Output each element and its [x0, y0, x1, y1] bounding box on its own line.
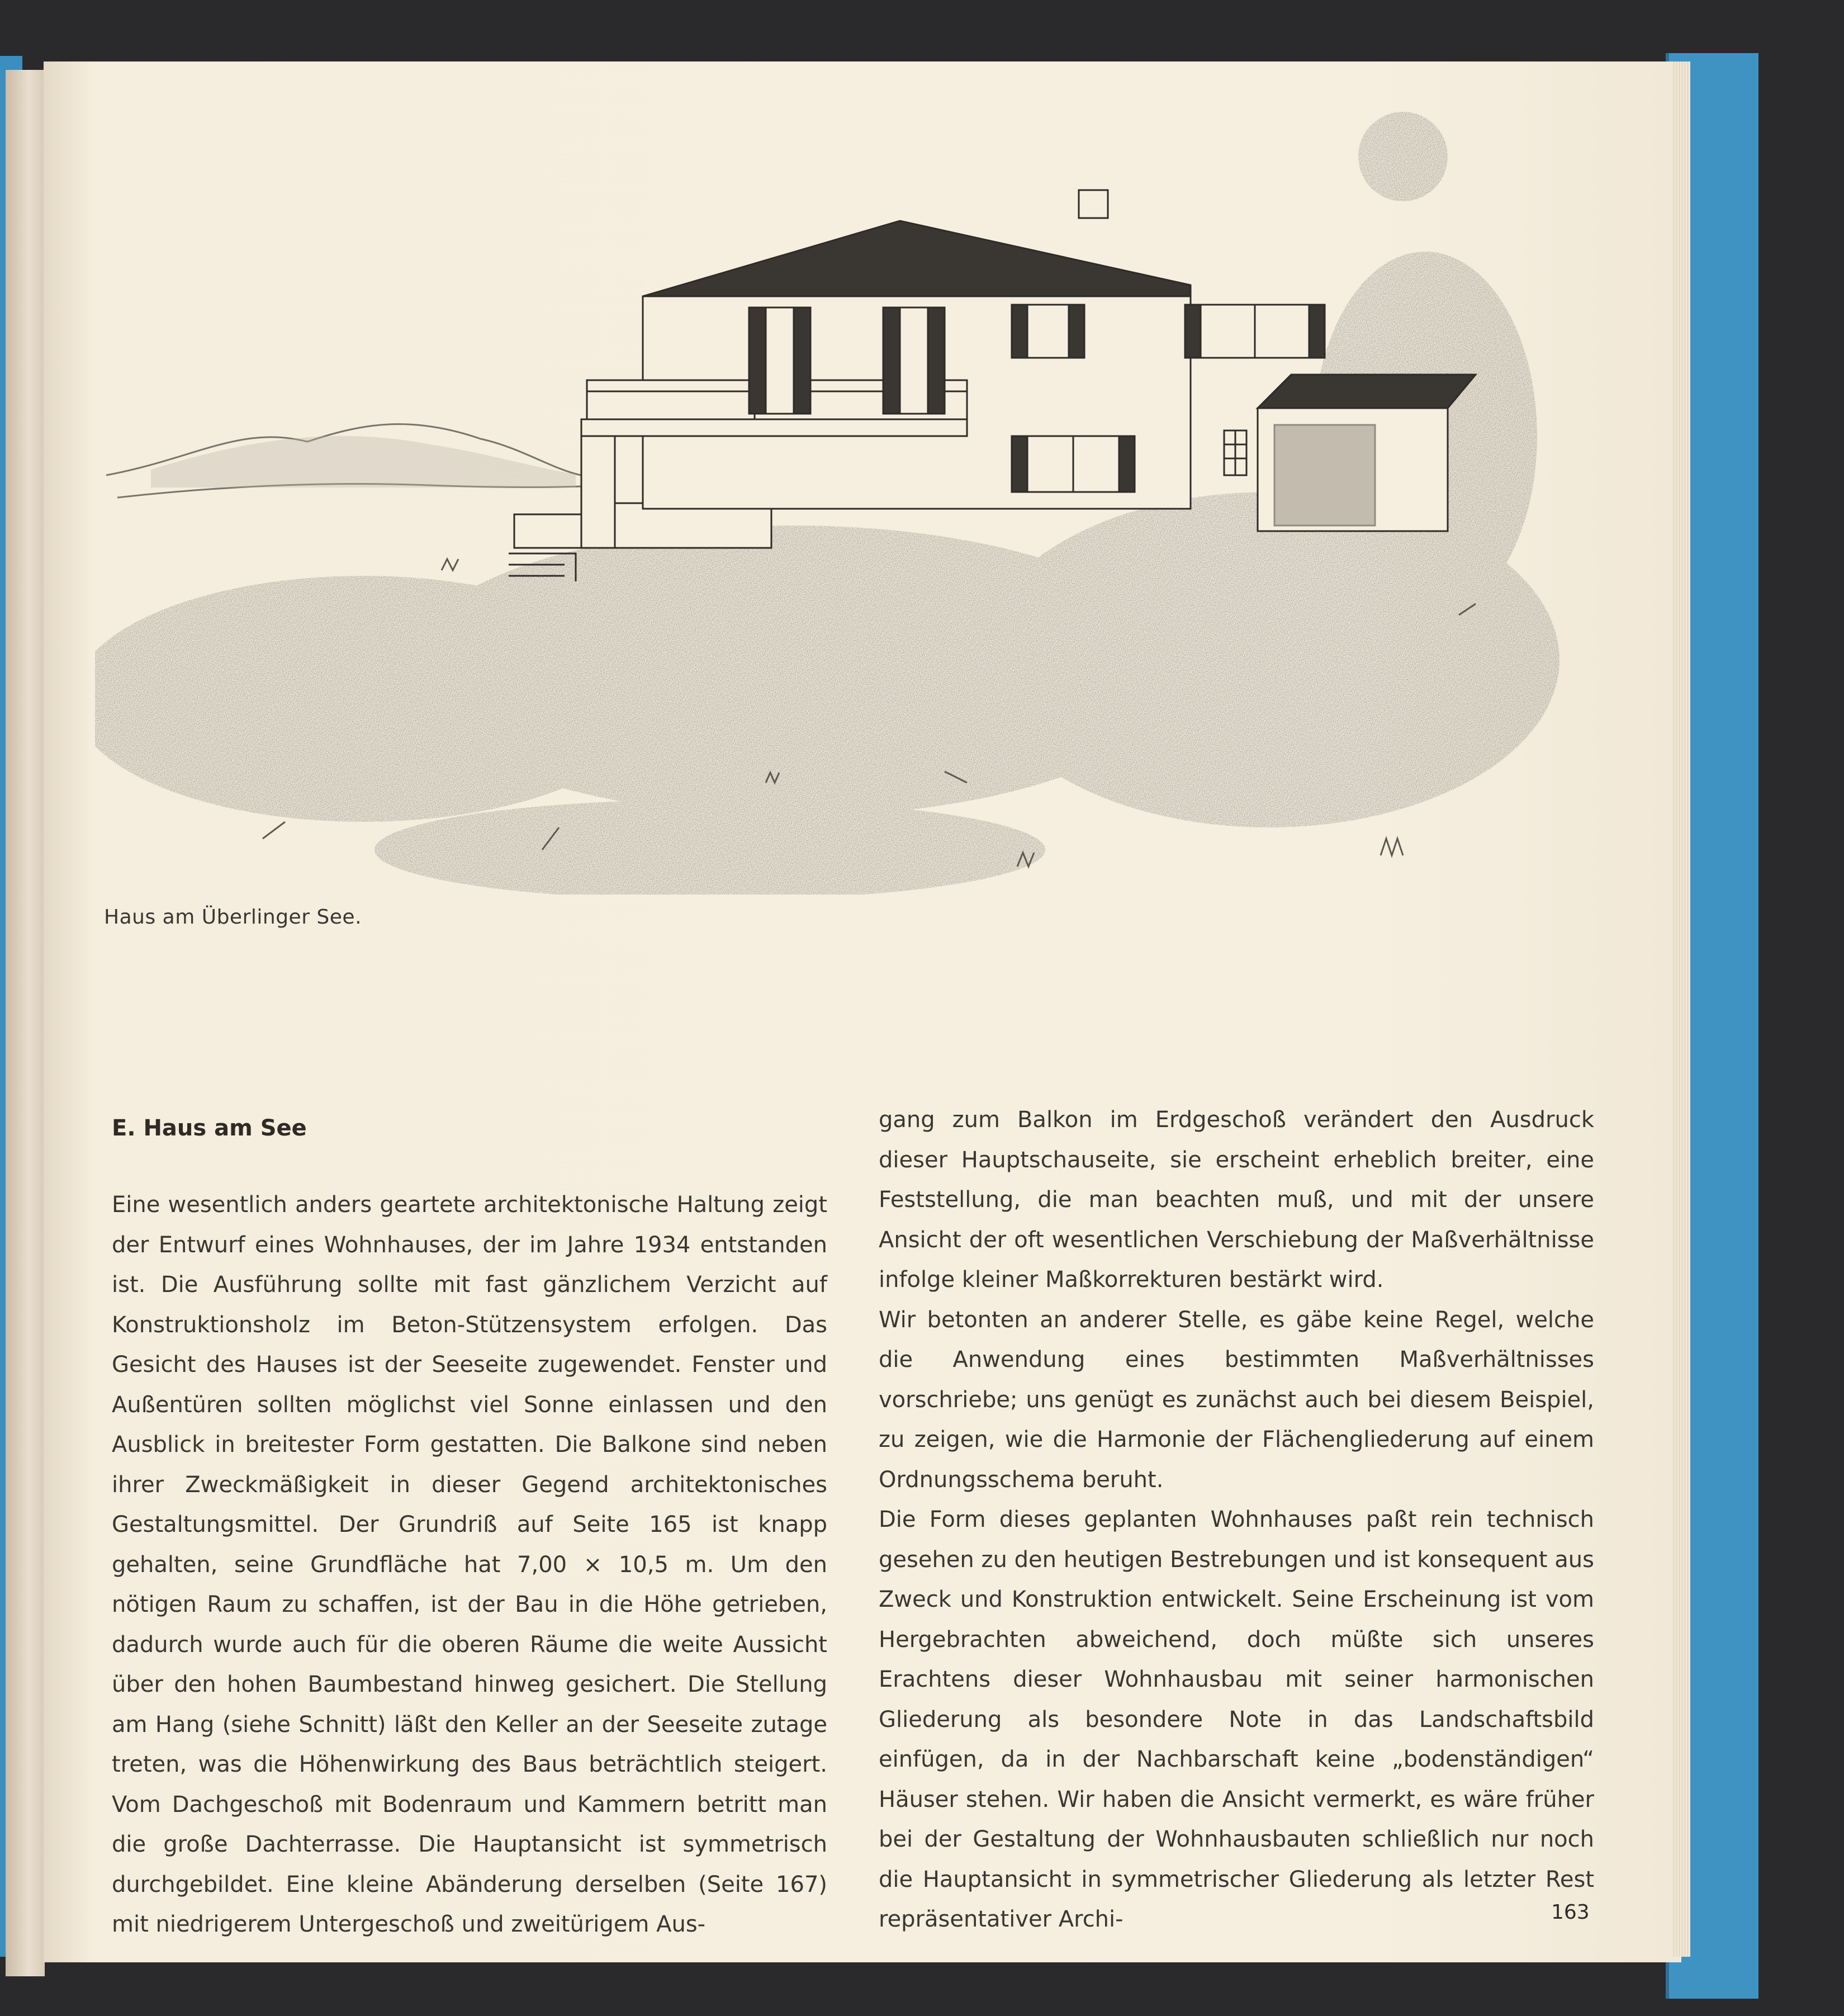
house-illustration	[95, 112, 1593, 895]
left-page-edge	[6, 70, 45, 1976]
paragraph: Wir betonten an anderer Stelle, es gäbe keine Regel, welche die Anwendung eines bestimmten Maßverhältnisses vorschriebe; uns genügt es zunächst auch bei diesem Beispiel, zu zeigen, wie die Harmonie der Flächengliederung auf einem Ordnungsschema beruht.	[879, 1307, 1594, 1493]
house	[509, 190, 1476, 581]
paragraph: Die Form dieses geplanten Wohnhauses paßt rein technisch gesehen zu den heutigen Bestrebungen und ist konsequent aus Zweck und Konstruktion entwickelt. Seine Erscheinung ist vom Hergebrachten abweichend, doch müßte sich unseres Erachtens dieser Wohnhausbau mit seiner harmonischen Gliederung als besondere Note in das Landschaftsbild einfügen, da in der Nachbarschaft keine „bodenständigen“ Häuser stehen. Wir haben die Ansicht vermerkt, es wäre früher bei der Gestaltung der Wohnhausbauten schließlich nur noch die Hauptansicht in symmetrischer Gliederung als letzter Rest repräsentativer Archi-	[879, 1507, 1594, 1932]
right-text-column	[879, 1100, 1594, 1940]
section-heading: E. Haus am See	[112, 1115, 307, 1141]
paragraph: Eine wesentlich anders geartete architektonische Haltung zeigt der Entwurf eines Wohnhauses, der im Jahre 1934 entstanden ist. Die Ausführung sollte mit fast gänzlichem Verzicht auf Konstruktionsholz im Beton-Stützensystem erfolgen. Das Gesicht des Hauses ist der Seeseite zugewendet. Fenster und Außentüren sollten möglichst viel Sonne einlassen und den Ausblick in breitester Form gestatten. Die Balkone sind neben ihrer Zweckmäßigkeit in dieser Gegend architektonisches Gestaltungsmittel. Der Grundriß auf Seite 165 ist knapp gehalten, seine Grundfläche hat 7,00 × 10,5 m. Um den nötigen Raum zu schaffen, ist der Bau in die Höhe getrieben, dadurch wurde auch für die oberen Räume die weite Aussicht über den hohen Baumbestand hinweg gesichert. Die Stellung am Hang (siehe Schnitt) läßt den Keller an der Seeseite zutage treten, was die Höhenwirkung des Baus beträchtlich steigert. Vom Dachgeschoß mit Bodenraum und Kammern betritt man die große Dachterrasse. Die Hauptansicht ist symmetrisch durchgebildet. Eine kleine Abänderung derselben (Seite 167) mit niedrigerem Untergeschoß und zweitürigem Aus-	[112, 1192, 827, 1937]
figure-caption: Haus am Überlinger See.	[104, 906, 362, 929]
page-edges	[1671, 61, 1690, 1957]
paragraph: gang zum Balkon im Erdgeschoß verändert den Ausdruck dieser Hauptschauseite, sie erscheint erheblich breiter, eine Feststellung, die man beachten muß, und mit der unsere Ansicht der oft wesentlichen Verschiebung der Maßverhältnisse infolge kleiner Maßkorrekturen bestärkt wird.	[879, 1107, 1594, 1293]
page-number: 163	[1551, 1901, 1590, 1924]
left-text-column	[112, 1185, 827, 1945]
